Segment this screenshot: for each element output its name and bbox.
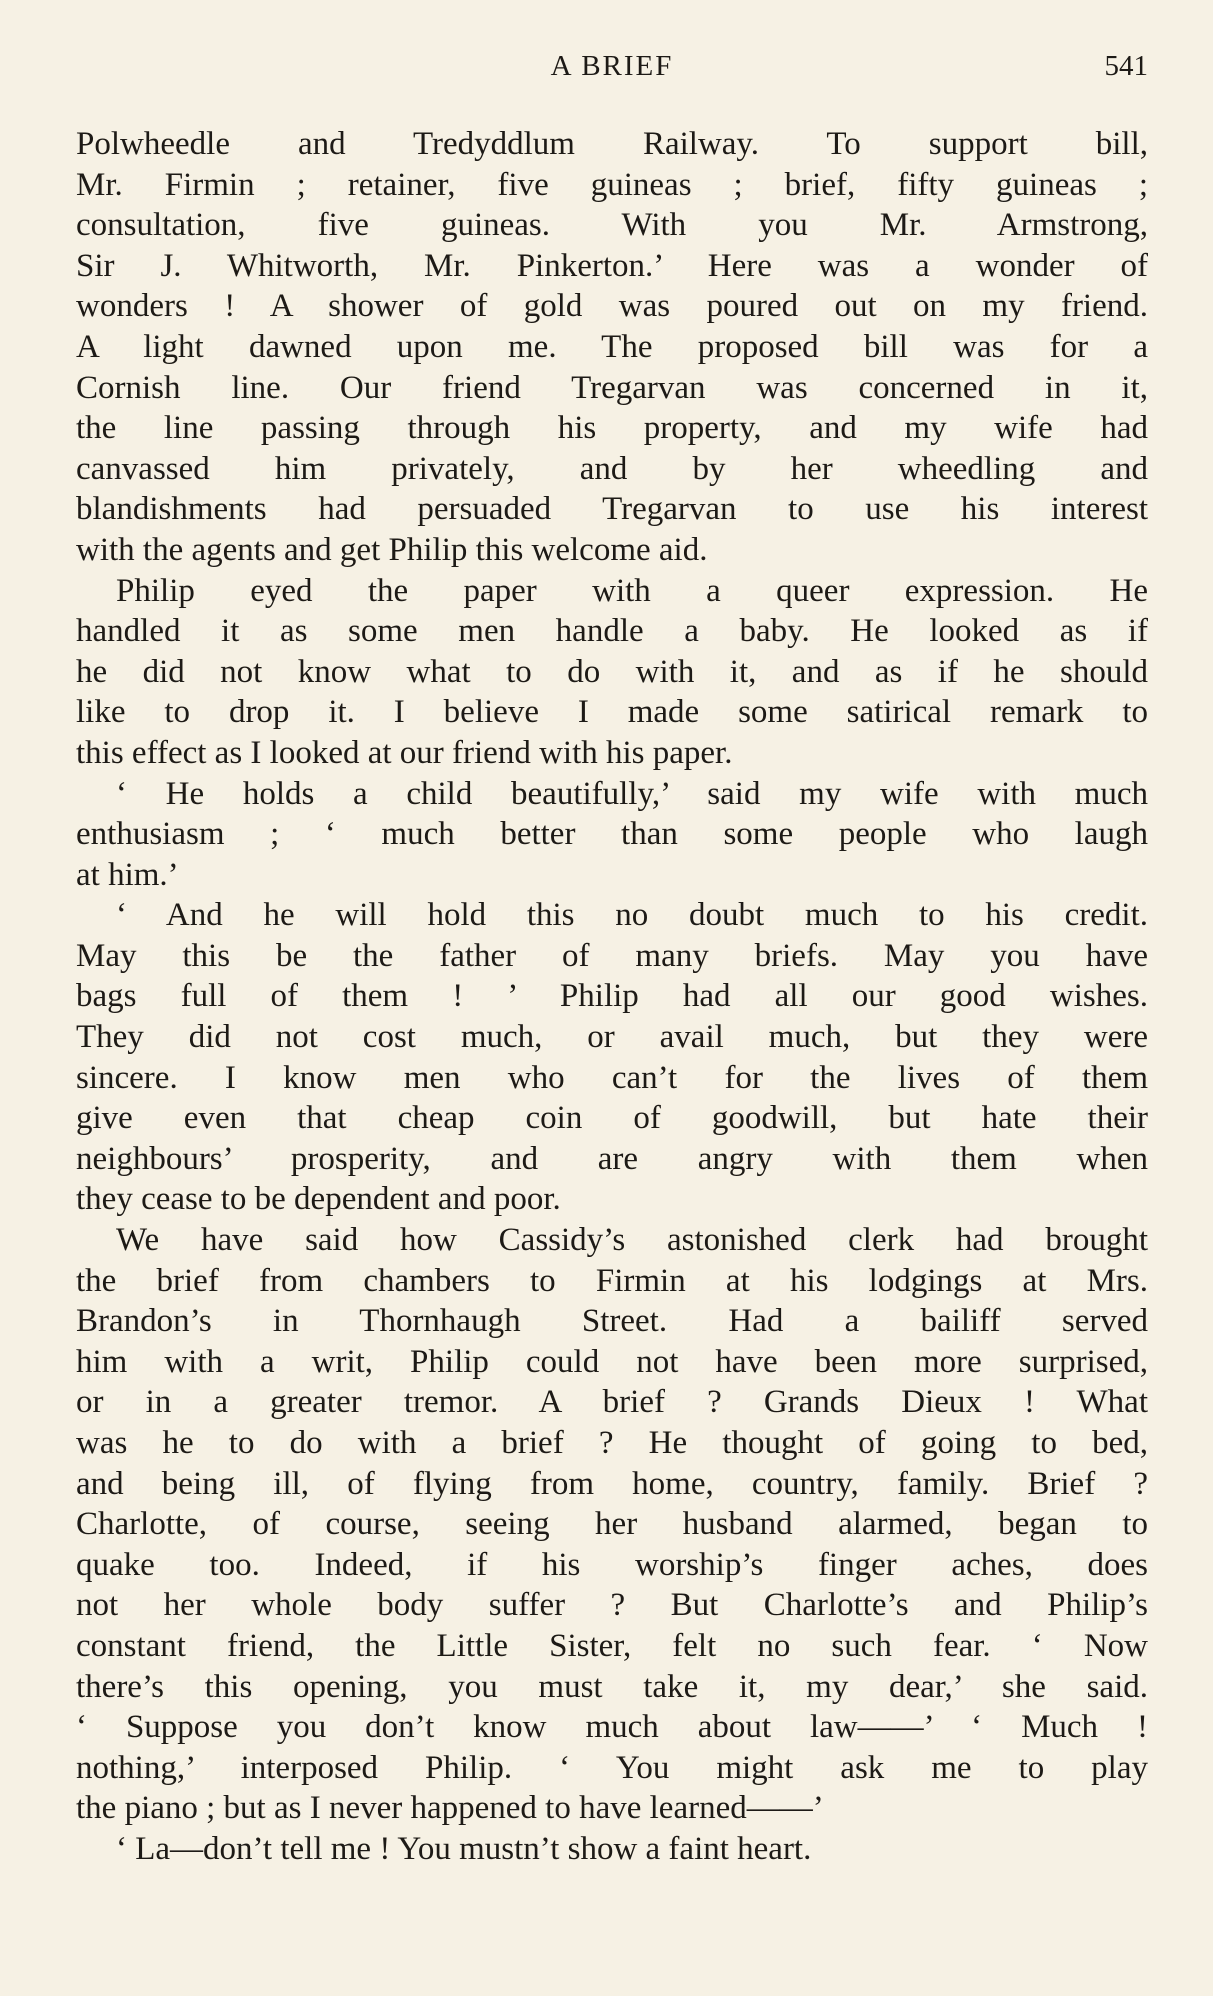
text-line: Cornish line. Our friend Tregarvan was concerned in it, bbox=[76, 369, 1148, 406]
text-line: blandishments had persuaded Tregarvan to use his interest bbox=[76, 491, 1148, 528]
text-line: the piano ; but as I never happened to have learned——’ bbox=[76, 1790, 824, 1827]
paragraph bbox=[76, 124, 1148, 571]
text-line: he did not know what to do with it, and as if he should bbox=[76, 653, 1148, 690]
paragraph bbox=[76, 1220, 1148, 1829]
text-line: handled it as some men handle a baby. He looked as if bbox=[76, 613, 1148, 650]
text-line: ‘ He holds a child beautifully,’ said my wife with much bbox=[116, 775, 1148, 812]
text-line: they cease to be dependent and poor. bbox=[76, 1181, 561, 1218]
text-line: We have said how Cassidy’s astonished clerk had brought bbox=[116, 1222, 1148, 1259]
text-line: him with a writ, Philip could not have been more surprised, bbox=[76, 1343, 1148, 1380]
paragraph bbox=[76, 895, 1148, 1220]
text-line: ‘ And he will hold this no doubt much to his credit. bbox=[116, 897, 1148, 934]
text-line: ‘ La—don’t tell me ! You mustn’t show a faint heart. bbox=[116, 1830, 812, 1867]
text-line: with the agents and get Philip this welcome aid. bbox=[76, 531, 708, 568]
text-line: and being ill, of flying from home, country, family. Brief ? bbox=[76, 1465, 1148, 1502]
text-line: constant friend, the Little Sister, felt no such fear. ‘ Now bbox=[76, 1627, 1148, 1664]
text-line: They did not cost much, or avail much, but they were bbox=[76, 1019, 1148, 1056]
text-line: ‘ Suppose you don’t know much about law——’ ‘ Much ! bbox=[76, 1709, 1148, 1746]
text-line: give even that cheap coin of goodwill, but hate their bbox=[76, 1100, 1148, 1137]
text-line: May this be the father of many briefs. May you have bbox=[76, 937, 1148, 974]
text-line: like to drop it. I believe I made some satirical remark to bbox=[76, 694, 1148, 731]
running-head bbox=[76, 50, 1148, 90]
text-line: canvassed him privately, and by her wheedling and bbox=[76, 450, 1148, 487]
text-line: was he to do with a brief ? He thought of going to bed, bbox=[76, 1425, 1148, 1461]
text-line: nothing,’ interposed Philip. ‘ You might ask me to play bbox=[76, 1749, 1148, 1786]
page-number: 541 bbox=[1104, 50, 1148, 82]
text-line: neighbours’ prosperity, and are angry with them when bbox=[76, 1140, 1148, 1177]
text-line: quake too. Indeed, if his worship’s finger aches, does bbox=[76, 1546, 1148, 1583]
text-line: bags full of them ! ’ Philip had all our good wishes. bbox=[76, 978, 1148, 1015]
paragraph bbox=[76, 571, 1148, 774]
text-line: sincere. I know men who can’t for the lives of them bbox=[76, 1059, 1148, 1096]
text-line: Brandon’s in Thornhaugh Street. Had a bailiff served bbox=[76, 1303, 1148, 1340]
body-text bbox=[76, 124, 1148, 1870]
paragraph bbox=[76, 774, 1148, 896]
text-line: Mr. Firmin ; retainer, five guineas ; brief, fifty guineas ; bbox=[76, 166, 1148, 203]
text-line: there’s this opening, you must take it, my dear,’ she said. bbox=[76, 1668, 1148, 1705]
text-line: enthusiasm ; ‘ much better than some people who laugh bbox=[76, 816, 1148, 853]
text-line: A light dawned upon me. The proposed bill was for a bbox=[76, 328, 1148, 365]
text-line: the line passing through his property, and my wife had bbox=[76, 410, 1148, 447]
text-line: the brief from chambers to Firmin at his lodgings at Mrs. bbox=[76, 1262, 1148, 1299]
running-title: A BRIEF bbox=[550, 50, 674, 82]
text-line: this effect as I looked at our friend with his paper. bbox=[76, 734, 733, 771]
text-line: Sir J. Whitworth, Mr. Pinkerton.’ Here was a wonder of bbox=[76, 247, 1148, 284]
text-line: not her whole body suffer ? But Charlotte’s and Philip’s bbox=[76, 1587, 1148, 1624]
text-line: Charlotte, of course, seeing her husband alarmed, began to bbox=[76, 1506, 1148, 1543]
text-line: Philip eyed the paper with a queer expression. He bbox=[116, 572, 1148, 609]
text-line: consultation, five guineas. With you Mr. Armstrong, bbox=[76, 207, 1148, 244]
text-line: Polwheedle and Tredyddlum Railway. To support bill, bbox=[76, 126, 1148, 162]
text-line: at him.’ bbox=[76, 856, 179, 893]
text-line: or in a greater tremor. A brief ? Grands Dieux ! What bbox=[76, 1384, 1148, 1421]
text-line: wonders ! A shower of gold was poured out on my friend. bbox=[76, 288, 1148, 325]
paragraph bbox=[76, 1829, 1148, 1870]
